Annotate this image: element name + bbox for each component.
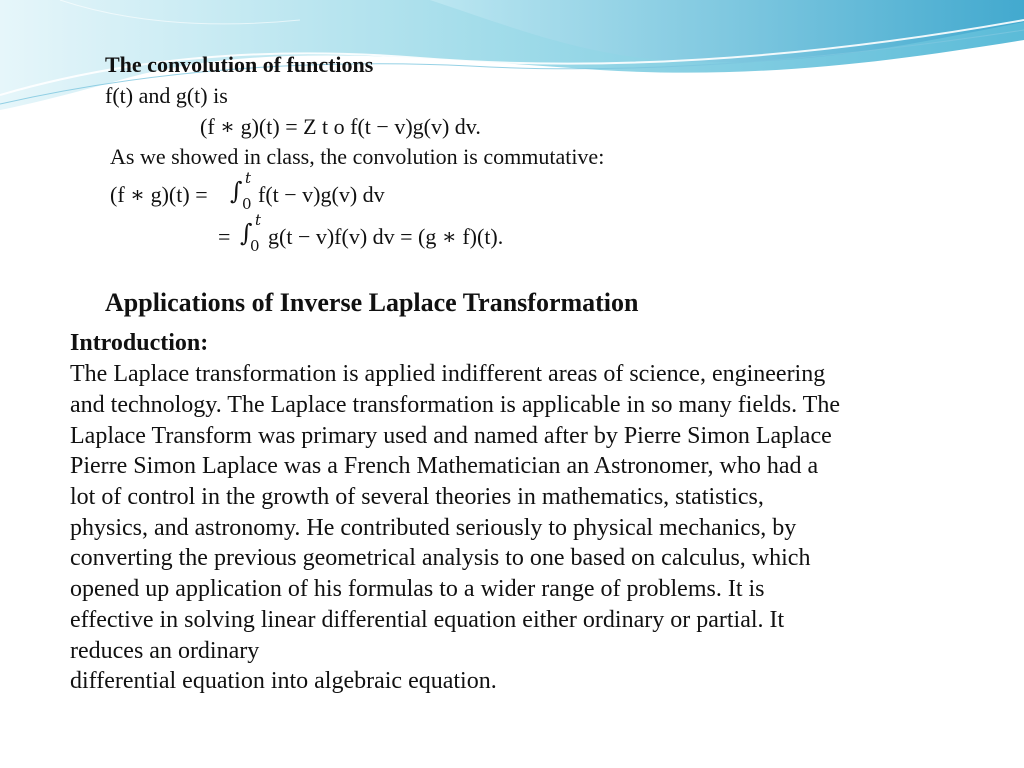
intro-line-5: lot of control in the growth of several theories in mathematics, statistics, (70, 484, 764, 510)
integral-1-upper-limit: t (245, 169, 252, 187)
intro-line-4: Pierre Simon Laplace was a French Mathematician an Astronomer, who had a (70, 453, 819, 479)
convolution-title: The convolution of functions (105, 52, 374, 77)
equation-2-lhs: = (218, 224, 231, 249)
commutative-statement: As we showed in class, the convolution is commutative: (110, 144, 605, 169)
integral-2-lower-limit: 0 (250, 237, 260, 255)
section-heading: Applications of Inverse Laplace Transformation (105, 288, 639, 317)
equation-1-rhs: f(t − v)g(v) dv (258, 182, 385, 207)
intro-line-10: reduces an ordinary (70, 638, 260, 664)
intro-line-7: converting the previous geometrical analysis to one based on calculus, which (70, 545, 811, 571)
intro-line-8: opened up application of his formulas to a wider range of problems. It is (70, 576, 765, 602)
convolution-definition: (f ∗ g)(t) = Z t o f(t − v)g(v) dv. (200, 114, 481, 139)
convolution-line-1: f(t) and g(t) is (105, 83, 228, 108)
equation-2-rhs: g(t − v)f(v) dv = (g ∗ f)(t). (268, 224, 504, 249)
intro-line-9: effective in solving linear differential equation either ordinary or partial. It (70, 607, 785, 633)
intro-line-2: and technology. The Laplace transformation is applicable in so many fields. The (70, 392, 840, 418)
integral-2-upper-limit: t (255, 211, 262, 229)
intro-line-6: physics, and astronomy. He contributed seriously to physical mechanics, by (70, 515, 797, 541)
intro-line-11: differential equation into algebraic equation. (70, 668, 497, 694)
integral-sign-1: ∫ (230, 177, 243, 205)
intro-line-3: Laplace Transform was primary used and named after by Pierre Simon Laplace (70, 423, 832, 449)
integral-sign-2: ∫ (240, 219, 253, 247)
integral-1-lower-limit: 0 (242, 195, 252, 213)
introduction-subheading: Introduction: (70, 330, 209, 356)
intro-line-1: The Laplace transformation is applied indifferent areas of science, engineering (70, 361, 826, 387)
equation-1-lhs: (f ∗ g)(t) = (110, 182, 208, 207)
